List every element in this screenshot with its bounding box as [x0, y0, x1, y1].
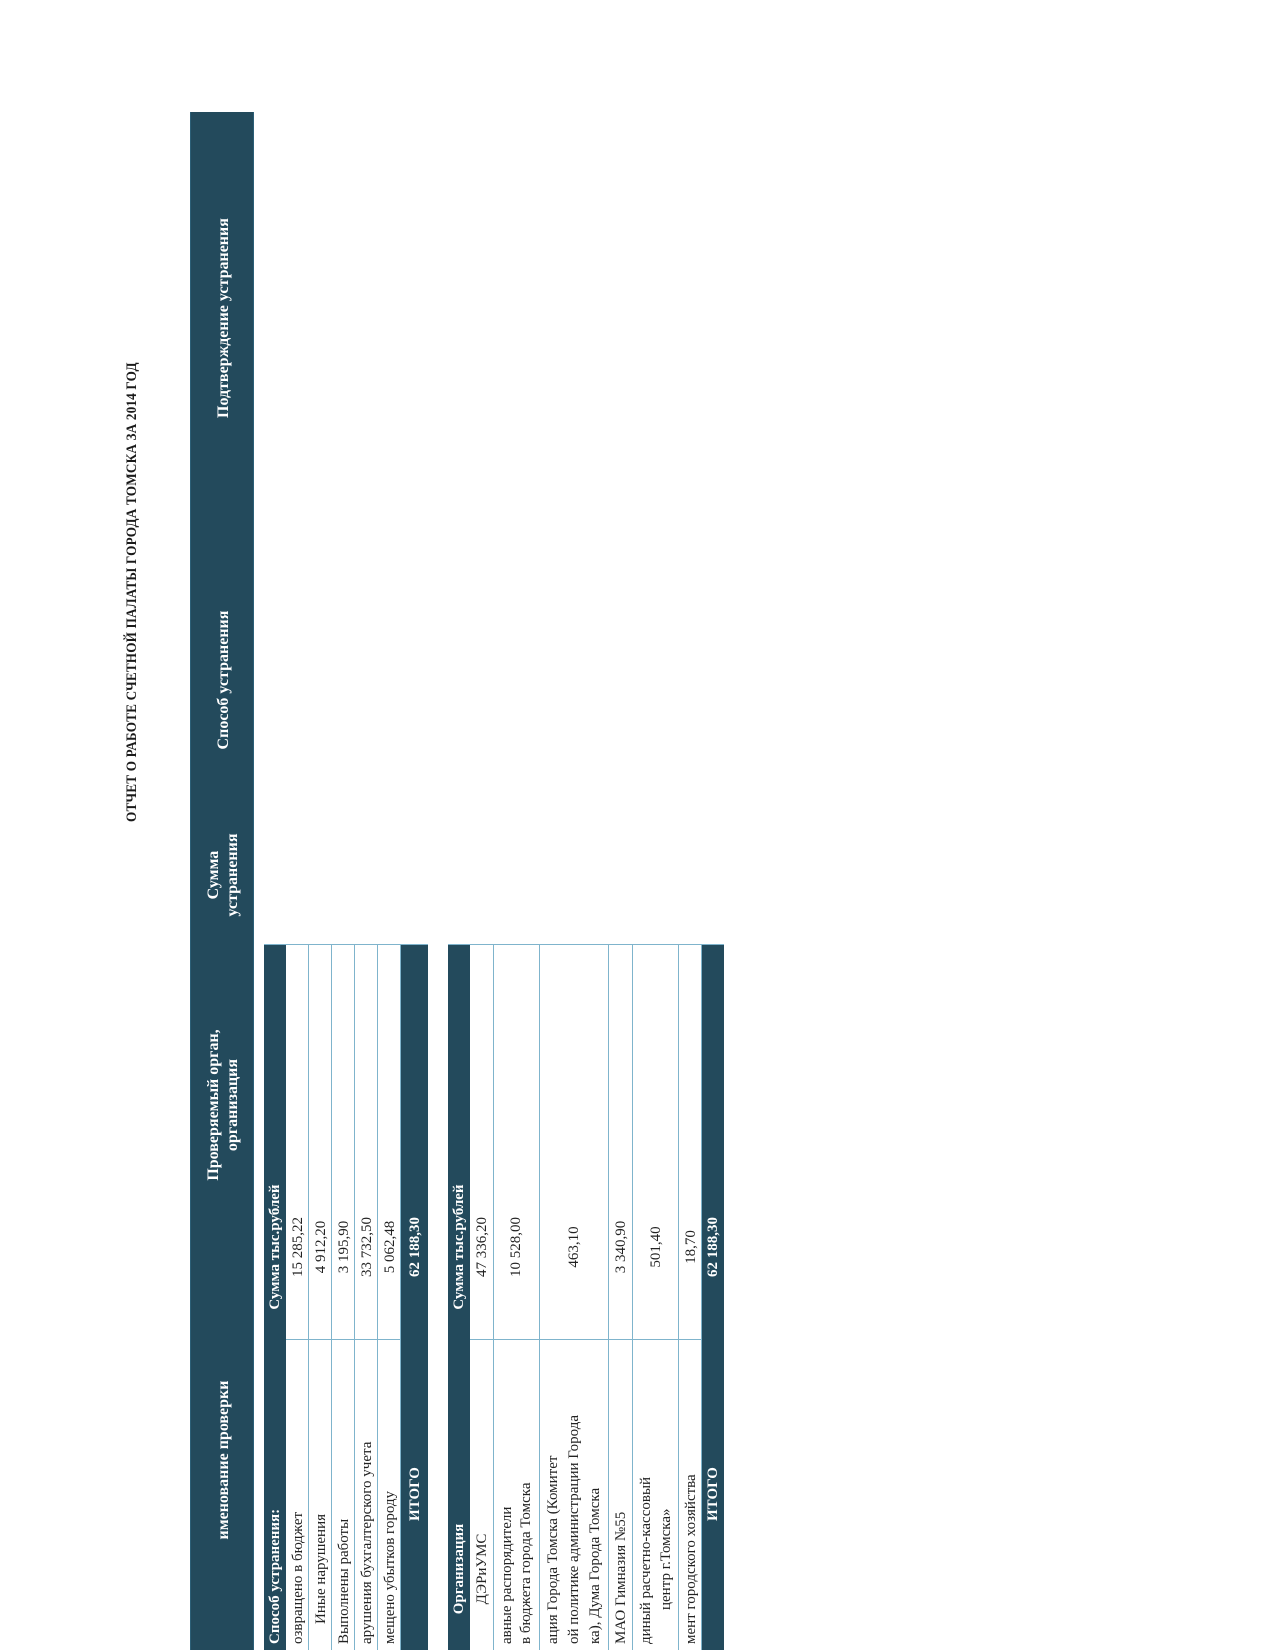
table1-row-value: 3 195,90: [336, 1220, 352, 1274]
table-row: [633, 945, 679, 1650]
report-title: ОТЧЕТ О РАБОТЕ СЧЕТНОЙ ПАЛАТЫ ГОРОДА ТОМСКА ЗА 2014 ГОД: [124, 362, 140, 822]
header-amount-line2: устранения: [224, 833, 241, 917]
table2-row-label: ДЭРиУМС: [474, 1533, 490, 1605]
table2-row-value: 463,10: [566, 1226, 582, 1268]
table1-row-label: Выполнены работы: [336, 1518, 352, 1644]
table2-row-label: диный расчетно-кассовый: [638, 1476, 654, 1644]
header-amount-line1: Сумма: [205, 850, 222, 900]
table-row: [679, 945, 702, 1650]
table1-row-value: 33 732,50: [359, 1217, 375, 1277]
table-row: [332, 945, 355, 1650]
table1-total-row: [401, 945, 428, 1650]
table-row: [494, 945, 540, 1650]
table1-row-value: 4 912,20: [313, 1220, 329, 1274]
header-amount: [191, 810, 255, 940]
table1-row-label: арушения бухгалтерского учета: [359, 1441, 375, 1644]
header-inspected-org-line2: организация: [224, 1058, 241, 1152]
header-confirmation-label: Подтверждение устранения: [214, 218, 232, 418]
main-table-header: [190, 112, 254, 1650]
table2-head-value: Сумма тыс.рублей: [451, 1184, 467, 1310]
table2-row-value: 501,40: [648, 1226, 664, 1268]
table1-row-label: Иные нарушения: [313, 1514, 329, 1624]
table2-row-label: ой политике администрации Города: [566, 1415, 582, 1644]
table2-row-label: ка), Дума Города Томска: [587, 1487, 603, 1644]
table-row: [470, 945, 494, 1650]
table1-row-label: мещено убытков городу: [382, 1490, 398, 1644]
table2-head-label: Организация: [451, 1523, 467, 1615]
organization-table: [448, 945, 724, 1650]
header-confirmation: [191, 112, 255, 550]
header-inspected-org: [191, 940, 255, 1270]
table-row: [309, 945, 332, 1650]
header-inspected-org-line1: Проверяемый орган,: [205, 1029, 222, 1181]
table1-head-label: Способ устранения:: [267, 1508, 283, 1644]
header-method-label: Способ устранения: [214, 610, 232, 750]
elimination-method-table: [264, 945, 428, 1650]
table1-row-value: 5 062,48: [382, 1220, 398, 1274]
table-row: [286, 945, 309, 1650]
table2-row-label: авные распорядители: [499, 1506, 515, 1644]
table2-total-value: 62 188,30: [705, 1217, 721, 1277]
table-row: [609, 945, 633, 1650]
table2-total-label: ИТОГО: [705, 1467, 721, 1521]
table-row: [540, 945, 609, 1650]
table1-row-label: озвращено в бюджет: [290, 1511, 306, 1644]
table2-row-label: ация Города Томска (Комитет: [545, 1455, 561, 1644]
table2-row-label: центр г.Томска»: [658, 1508, 674, 1610]
table2-row-label: МАО Гимназия №55: [613, 1511, 629, 1644]
table2-total-row: [702, 945, 724, 1650]
table-row: [378, 945, 401, 1650]
table2-row-label: мент городского хозяйства: [683, 1474, 699, 1644]
table2-row-value: 10 528,00: [508, 1217, 524, 1277]
table1-total-label: ИТОГО: [407, 1467, 423, 1521]
header-inspection-name: [191, 1270, 255, 1650]
table1-row-value: 15 285,22: [290, 1217, 306, 1277]
table2-row-value: 47 336,20: [474, 1217, 490, 1277]
table2-row-label: в бюджета города Томска: [518, 1482, 534, 1644]
table1-head-value: Сумма тыс.рублей: [267, 1184, 283, 1310]
table1-head-row: [264, 945, 286, 1650]
table1-total-value: 62 188,30: [407, 1217, 423, 1277]
header-inspection-name-label: именование проверки: [214, 1380, 232, 1540]
table2-row-value: 3 340,90: [613, 1220, 629, 1274]
table-row: [355, 945, 378, 1650]
header-method: [191, 550, 255, 810]
table2-head-row: [448, 945, 470, 1650]
table2-row-value: 18,70: [683, 1230, 699, 1264]
